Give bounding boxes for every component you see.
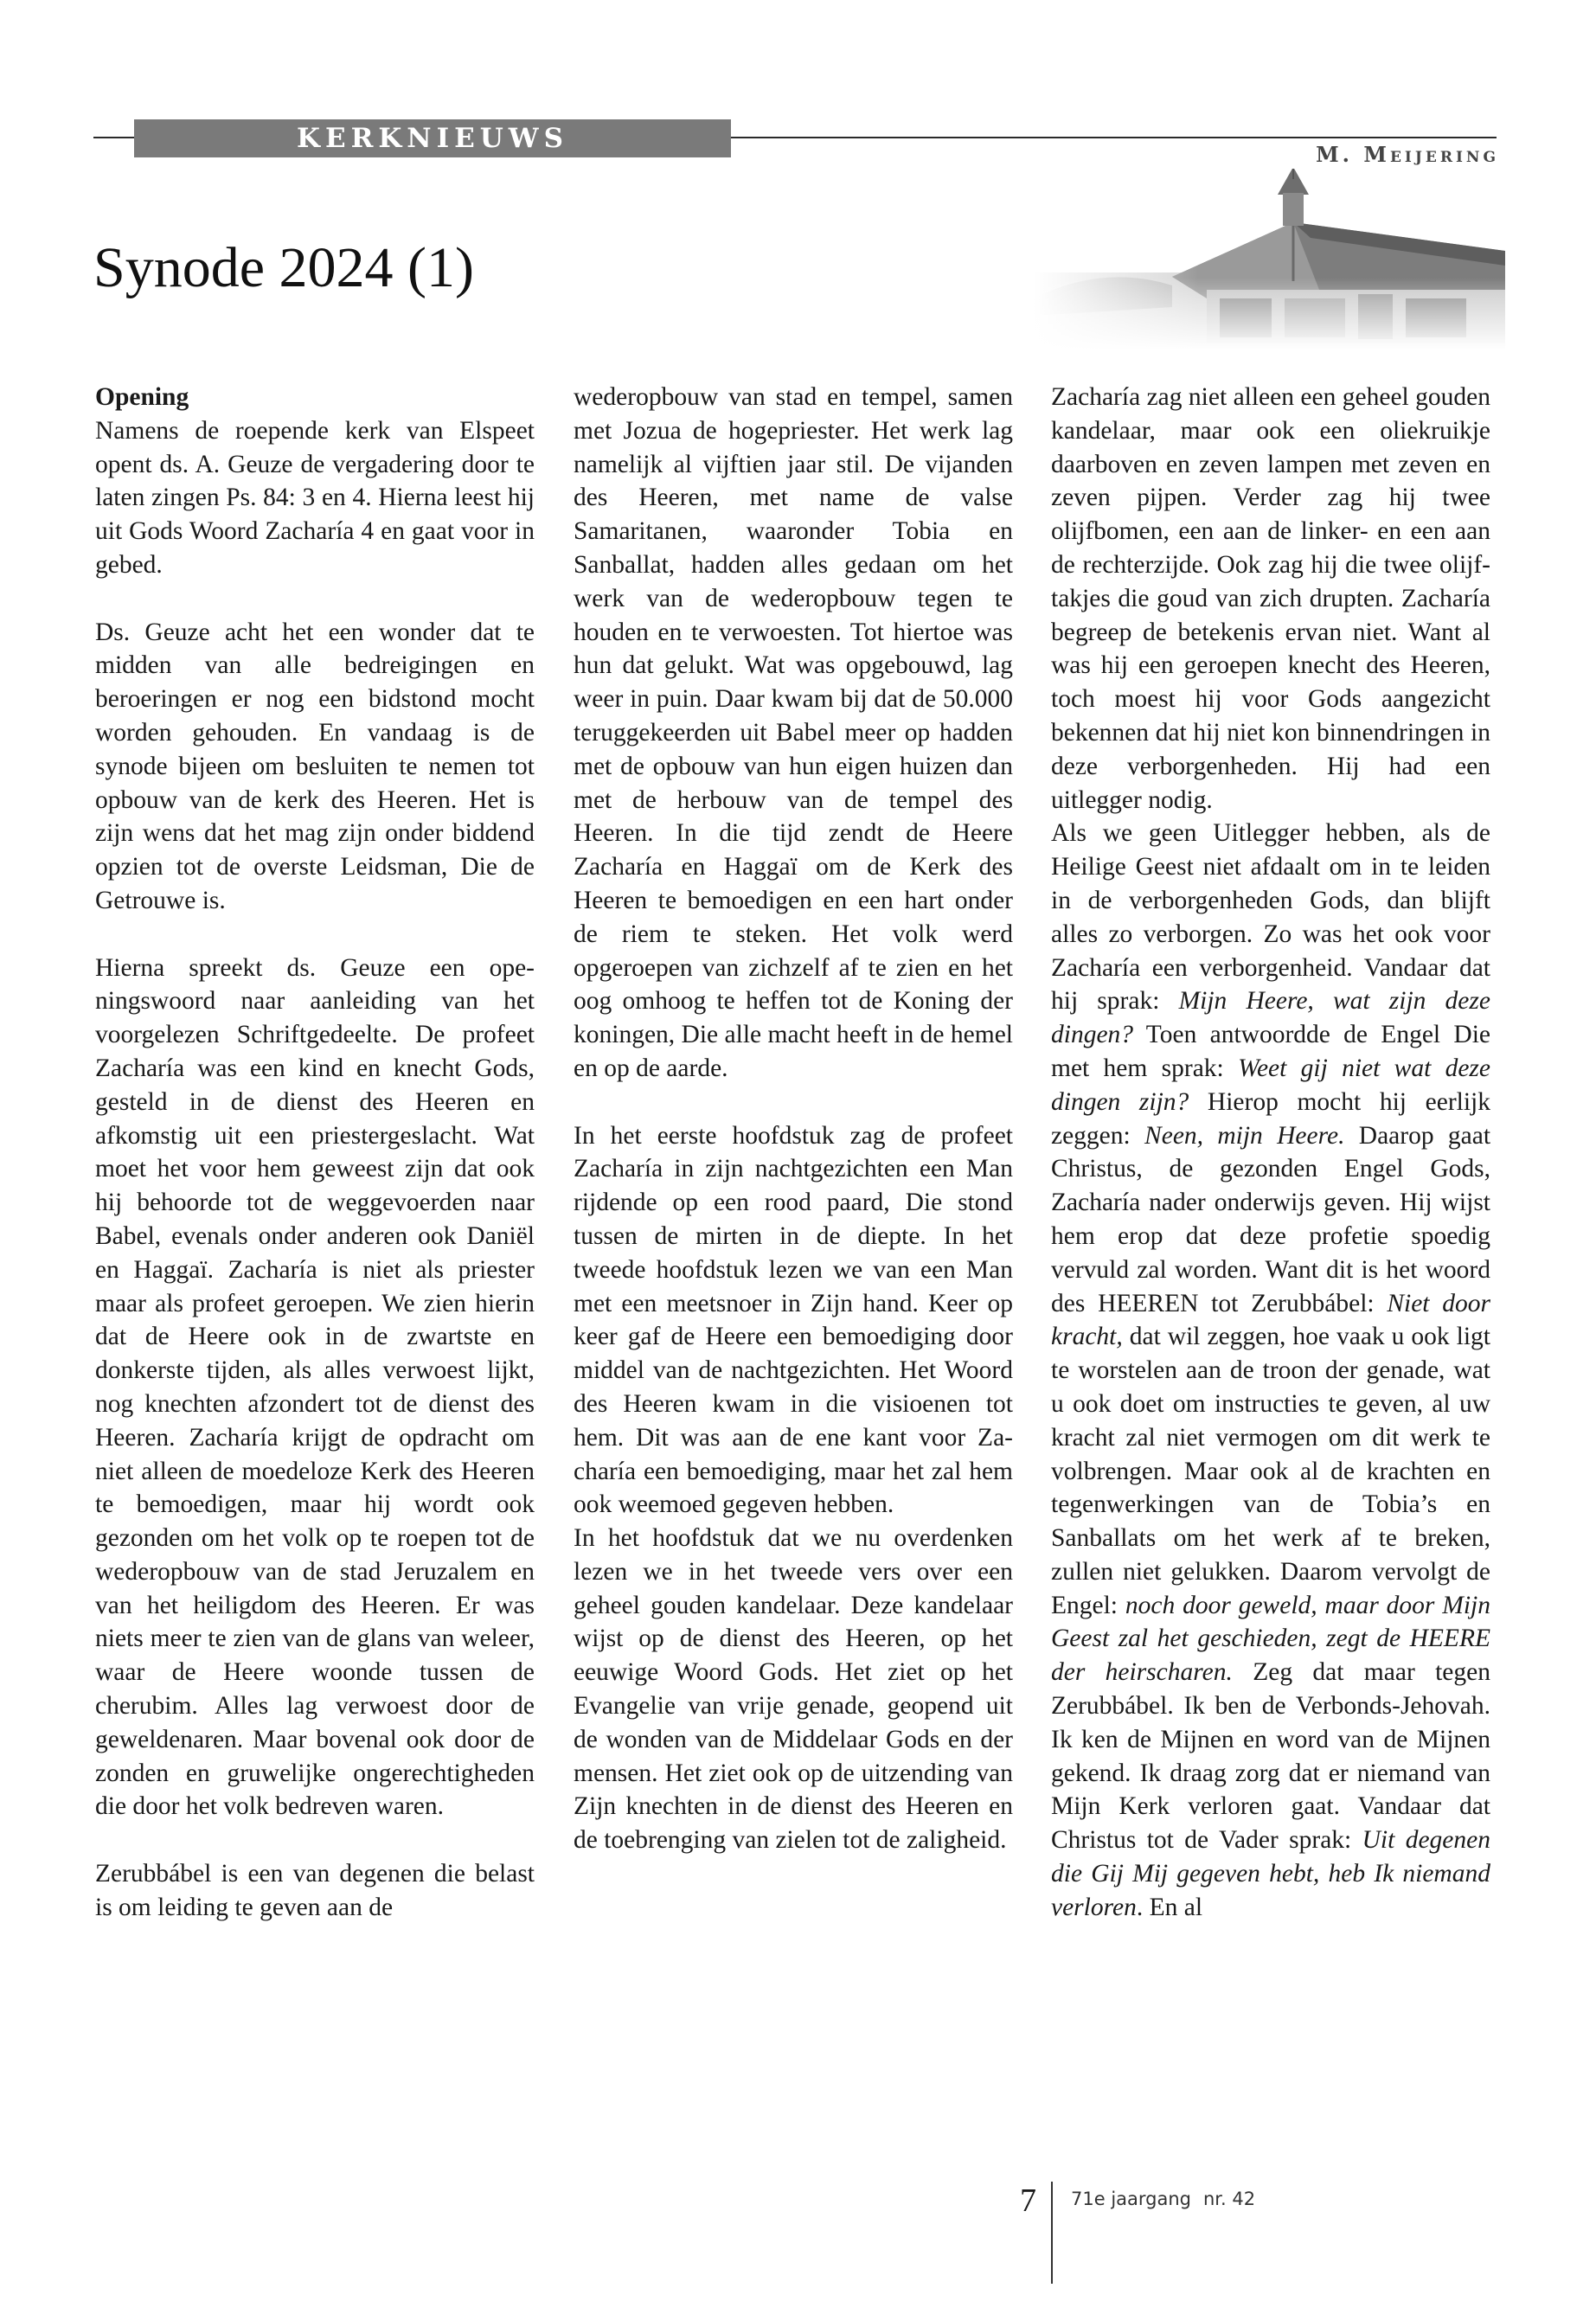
paragraph: Zacharía zag niet alleen een geheel gouden kandelaar, maar ook een oliekruikje daarboven en zeven lampen met zeven en zeven pijpen. Verder zag hij twee olijfbomen, een aan de linker- en een aan de rechterzijde. Ook zag hij die twee olijftakjes die goud van zich drupten. Zacharía begreep de betekenis ervan niet. Want al was hij een geroepen knecht des Heeren, toch moest hij voor Gods aangezicht bekennen dat hij niet kon binnendringen in deze verborgenheden. Hij had een uitlegger nodig. <box>1051 383 1490 814</box>
paragraph: wederopbouw van stad en tempel, samen met Jozua de hogepriester. Het werk lag namelijk al vijftien jaar stil. De vijanden des Heeren, met name de valse Samaritanen, waaronder Tobia en Sanballat, hadden alles gedaan om het werk van de wederopbouw tegen te houden en te verwoesten. Tot hiertoe was hun dat gelukt. Wat was opgebouwd, lag weer in puin. Daar kwam bij dat de 50.000 teruggekeerden uit Babel meer op hadden met de opbouw van hun eigen huizen dan met de herbouw van de tempel des Heeren. In die tijd zendt de Heere Zacharía en Haggaï om de Kerk des Heeren te bemoedigen en een hart onder de riem te steken. Het volk werd opgeroepen van zichzelf af te zien en het oog omhoog te heffen tot de Koning der koningen, Die alle macht heeft in de hemel en op de aarde. <box>574 383 1013 1082</box>
footer-divider <box>1051 2182 1053 2284</box>
article-column-2 <box>574 381 1013 1857</box>
paragraph: Ds. Geuze acht het een wonder dat te midden van alle bedreigingen en beroeringen er nog een bidstond mocht worden gehouden. En vandaag is de synode bijeen om besluiten te nemen tot opbouw van de kerk des Heeren. Het is zijn wens dat het mag zijn onder biddend opzien tot de overste Leidsman, Die de Getrouwe is. <box>95 618 535 914</box>
paragraph: In het hoofdstuk dat we nu overdenken lezen we in het tweede vers over een geheel gouden kandelaar. Deze kandelaar wijst op de dienst des Heeren, op het eeuwige Woord Gods. Het ziet op het Evangelie van vrije genade, geopend uit de wonden van de Middelaar Gods en der mensen. Het ziet ook op de uitzending van Zijn knechten in de dienst des Heeren en de toebrenging van zielen tot de zaligheid. <box>574 1524 1013 1855</box>
volume-label: 71e jaargang <box>1071 2189 1191 2209</box>
paragraph: Hierna spreekt ds. Geuze een openingswoord naar aanleiding van het voorgelezen Schriftgedeelte. De profeet Zacharía was een kind en knecht Gods, gesteld in de dienst des Heeren en afkomstig uit een priestergeslacht. Wat moet het voor hem geweest zijn dat ook hij behoorde tot de weggevoerden naar Babel, evenals onder anderen ook Daniël en Haggaï. Zacharía is niet als priester maar als profeet geroepen. We zien hierin dat de Heere ook in de zwartste en donkerste tijden, als alles verwoest lijkt, nog knechten afzondert tot de dienst des Heeren. Zacharía krijgt de opdracht om niet alleen de moedeloze Kerk des Heeren te bemoedigen, maar hij wordt ook gezonden om het volk op te roepen tot de wederopbouw van de stad Jeruzalem en van het heiligdom des Heeren. Er was niets meer te zien van de glans van weleer, waar de Heere woonde tussen de cherubim. Alles lag verwoest door de geweldenaren. Maar bovenal ook door de zonden en gruwelijke ongerechtigheden die door het volk bedreven waren. <box>95 953 535 1821</box>
text-run: Toen antwoordde de Engel Die met hem sprak: <box>1051 1021 1490 1082</box>
text-run: . En al <box>1136 1893 1203 1921</box>
paragraph: In het eerste hoofdstuk zag de profeet Zacharía in zijn nachtgezichten een Man rijdende op een rood paard, Die stond tussen de mirten in de diepte. In het tweede hoofdstuk lezen we van een Man met een meetsnoer in Zijn hand. Keer op keer gaf de Heere een bemoediging door middel van de nachtgezichten. Het Woord des Heeren kwam in die visioenen tot hem. Dit was aan de ene kant voor Zacharía een bemoediging, maar het zal hem ook weemoed gegeven hebben. <box>574 1121 1013 1519</box>
article-title: Synode 2024 (1) <box>93 236 474 299</box>
quote-italic: Weet gij niet wat deze dingen zijn? <box>1051 1054 1491 1116</box>
article-column-1 <box>95 381 535 1925</box>
text-run: Daarop gaat Christus, de gezonden Engel Gods, Zacharía nader onderwijs geven. Hij wijst hem erop dat deze profetie spoedig vervuld zal worden. Want dit is het woord des HEEREN tot Zerubbábel: <box>1051 1121 1491 1317</box>
page-number: 7 <box>1020 2182 1036 2219</box>
quote-italic: Mijn Heere, wat zijn deze dingen? <box>1051 987 1490 1049</box>
text-run: Als we geen Uitlegger hebben, als de Heilige Geest niet afdaalt om in te leiden in de verborgenheden Gods, dan blijft alles zo verborgen. Zo was het ook voor Zacharía een verborgenheid. Vandaar dat hij sprak: <box>1051 819 1490 1016</box>
section-label: KERKNIEUWS <box>134 119 731 157</box>
church-illustration <box>1034 169 1505 350</box>
article-column-3 <box>1051 381 1490 1925</box>
quote-italic: Niet door kracht, <box>1051 1289 1490 1351</box>
author-name: M. Meijering <box>1316 142 1499 167</box>
issue-label: nr. 42 <box>1203 2189 1256 2209</box>
text-run: Zeg dat maar tegen Zerubbábel. Ik ben de Verbonds-Jehovah. Ik ken de Mijnen en word van de Mijnen gekend. Ik draag zorg dat er niemand van Mijn Kerk verloren gaat. Vandaar dat Christus tot de Vader sprak: <box>1051 1658 1490 1855</box>
volume-info <box>1071 2189 1267 2209</box>
subheading-opening: Opening <box>95 383 189 411</box>
text-run: dat wil zeggen, hoe vaak u ook ligt te worstelen aan de troon der genade, wat u ook doet om instructies te geven, al uw kracht zal niet vermogen om dit werk te volbrengen. Maar ook al de krachten en tegenwerkingen van de Tobia’s en Sanballats om het werk af te breken, zullen niet gelukken. Daarom vervolgt de Engel: <box>1051 1323 1490 1619</box>
paragraph <box>1051 817 1490 1924</box>
text-run: Hierop mocht hij eerlijk zeggen: <box>1051 1087 1490 1150</box>
quote-italic: Neen, mijn Heere. <box>1144 1121 1345 1150</box>
paragraph: Namens de roepende kerk van Elspeet opent ds. A. Geuze de vergadering door te laten zingen Ps. 84: 3 en 4. Hierna leest hij uit Gods Woord Zacharía 4 en gaat voor in gebed. <box>95 416 535 579</box>
quote-italic: Uit degenen die Gij Mij gegeven hebt, heb Ik niemand verloren <box>1051 1826 1490 1921</box>
quote-italic: noch door geweld, maar door Mijn Geest zal het geschieden, zegt de HEERE der heirscharen. <box>1051 1591 1490 1687</box>
paragraph: Zerubbábel is een van degenen die belast is om leiding te geven aan de <box>95 1860 535 1921</box>
